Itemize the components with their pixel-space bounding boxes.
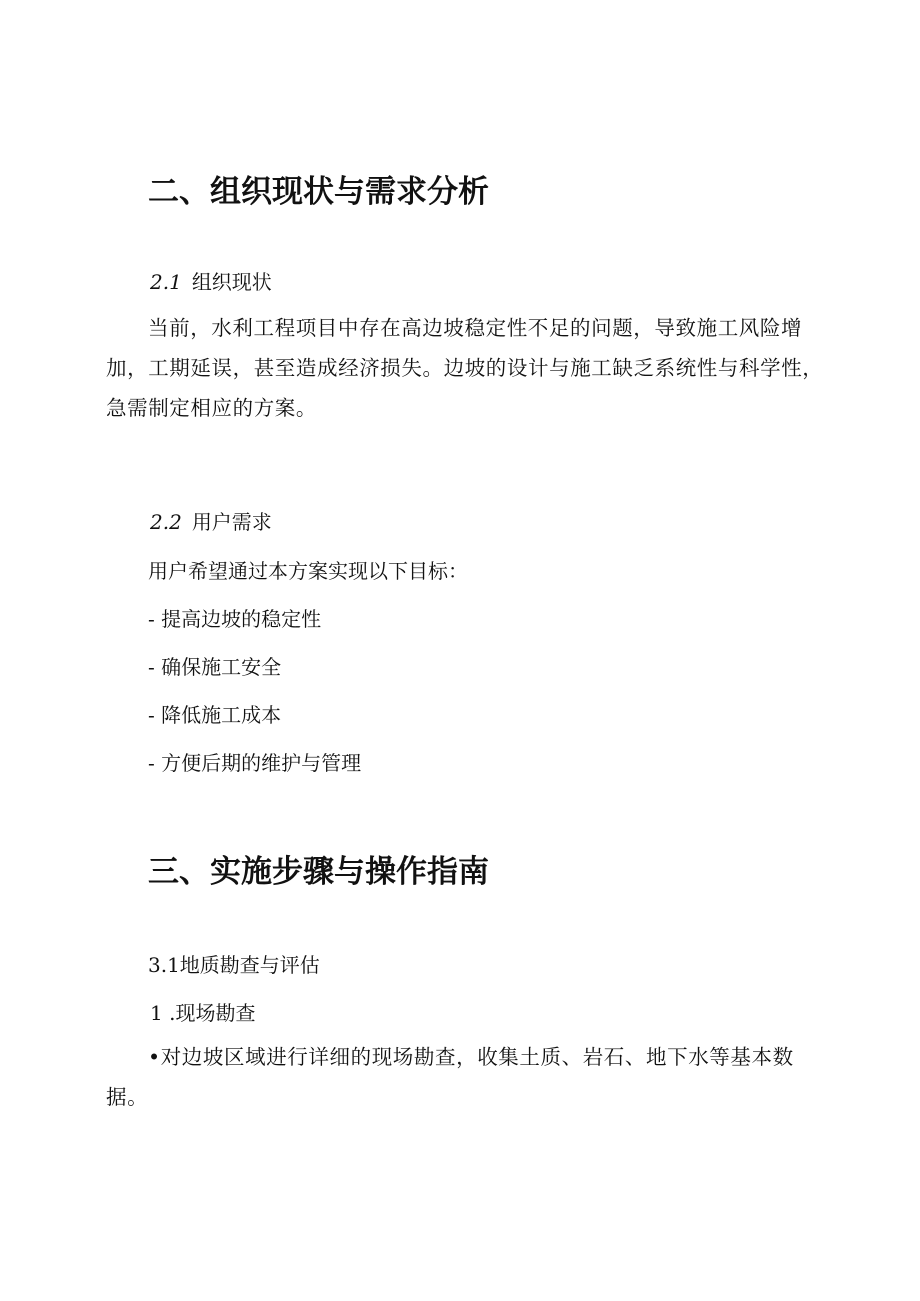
requirement-item: - 降低施工成本 xyxy=(148,703,282,727)
paragraph-line: 当前，水利工程项目中存在高边坡稳定性不足的问题，导致施工风险增 xyxy=(148,316,803,340)
paragraph-line: 据。 xyxy=(106,1085,149,1109)
subsection-2-1-heading xyxy=(150,266,272,295)
subsection-2-1-paragraph xyxy=(106,308,828,428)
step-1-bullet-paragraph xyxy=(106,1037,836,1117)
requirement-item: - 提高边坡的稳定性 xyxy=(148,607,322,631)
paragraph-line: 加，工期延误，甚至造成经济损失。边坡的设计与施工缺乏系统性与科学性， xyxy=(106,356,824,380)
section-3-title: 三、实施步骤与操作指南 xyxy=(148,854,489,890)
subsection-2-2-heading xyxy=(150,506,272,535)
paragraph-line: •对边坡区域进行详细的现场勘查，收集土质、岩石、地下水等基本数 xyxy=(148,1045,794,1069)
subsection-3-1-heading: 3.1地质勘查与评估 xyxy=(148,953,320,977)
requirement-item: - 确保施工安全 xyxy=(148,655,282,679)
paragraph-line: 急需制定相应的方案。 xyxy=(106,396,317,420)
subsection-2-2-label: 用户需求 xyxy=(191,510,272,534)
subsection-2-1-label: 组织现状 xyxy=(191,270,272,294)
subsection-2-2-number: 2.2 xyxy=(150,510,182,534)
section-2-title: 二、组织现状与需求分析 xyxy=(148,174,489,210)
subsection-2-1-number: 2.1 xyxy=(150,270,182,294)
requirement-item: - 方便后期的维护与管理 xyxy=(148,751,362,775)
requirements-intro: 用户希望通过本方案实现以下目标： xyxy=(148,559,468,583)
step-1-heading: 1 .现场勘查 xyxy=(150,1001,256,1025)
